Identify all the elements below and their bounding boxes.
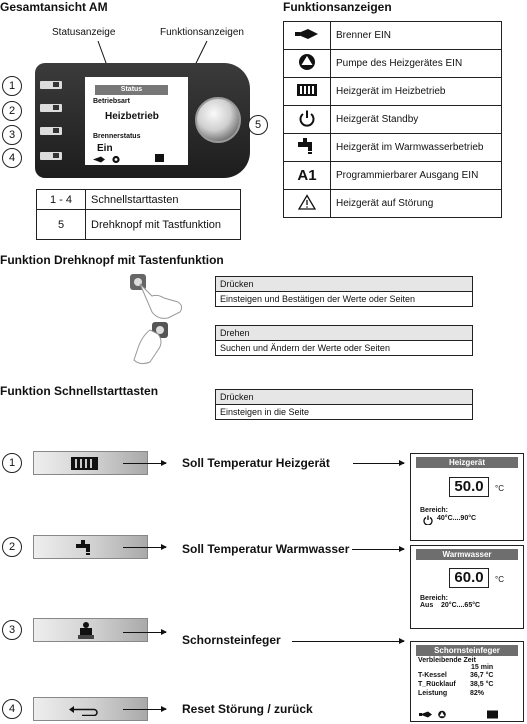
knob-turn-box (215, 325, 473, 356)
sweep-row-value: 36,7 °C (470, 672, 494, 679)
screen-water (410, 545, 524, 629)
quick-label-sweep: Schornsteinfeger (182, 633, 281, 647)
power-icon (423, 515, 433, 525)
indicator-text: Heizgerät im Heizbetrieb (331, 78, 502, 106)
indicator-text: Heizgerät im Warmwasserbetrieb (331, 134, 502, 162)
screen-heating-range-label: Bereich: (420, 507, 449, 514)
arrow (123, 632, 166, 633)
screen-heating-unit: °C (495, 484, 504, 493)
screen-heating (410, 453, 524, 541)
quick-button-2[interactable] (40, 104, 62, 112)
rotary-knob[interactable] (195, 97, 241, 143)
indicators-title: Funktionsanzeigen (283, 0, 392, 14)
quick-row-number: 1 (2, 453, 22, 473)
quick-label-heating: Soll Temperatur Heizgerät (182, 456, 330, 470)
faucet-icon (74, 539, 96, 556)
arrow (292, 641, 404, 642)
faucet-icon (284, 134, 331, 162)
indicator-text: Heizgerät auf Störung (331, 190, 502, 218)
indicator-text: Brenner EIN (331, 22, 502, 50)
quick-label-reset: Reset Störung / zurück (182, 702, 313, 716)
screen-mode-value: Heizbetrieb (105, 111, 159, 122)
quick-button-3[interactable] (40, 127, 62, 135)
screen-water-value: 60.0 (449, 568, 489, 588)
screen-header: Status (95, 85, 168, 95)
arrow (352, 549, 404, 550)
callout-1: 1 (2, 76, 22, 96)
screen-heating-title: Heizgerät (416, 457, 518, 468)
quick-row-number: 4 (2, 699, 22, 719)
quick-row-number: 2 (2, 537, 22, 557)
sweep-row-label: Leistung (418, 690, 448, 697)
sweep-row-label: T-Kessel (418, 672, 447, 679)
callout-2: 2 (2, 101, 22, 121)
quick-press-box (215, 389, 473, 420)
sweep-row-label: T_Rücklauf (418, 681, 456, 688)
legend-key: 5 (37, 210, 86, 240)
screen-sweep-remaining-value: 15 min (471, 664, 494, 671)
screen-heating-range: 40°C....90°C (437, 515, 477, 522)
sweep-status-icons (419, 710, 519, 719)
quick-press-desc: Einsteigen in die Seite (220, 407, 310, 417)
indicator-text: Pumpe des Heizgerätes EIN (331, 50, 502, 78)
overview-title: Gesamtansicht AM (0, 0, 108, 14)
pump-icon (284, 50, 331, 78)
return-arrow-icon (68, 703, 102, 716)
screen-water-unit: °C (495, 575, 504, 584)
sweep-row-value: 82% (470, 690, 485, 697)
legend-text: Drehknopf mit Tastfunktion (86, 210, 241, 240)
label-funktionsanzeigen: Funktionsanzeigen (160, 27, 244, 38)
warning-icon (284, 190, 331, 218)
quick-section-title: Funktion Schnellstarttasten (0, 384, 159, 398)
radiator-icon (284, 78, 331, 106)
indicator-table (283, 21, 502, 218)
screen-status-icons (92, 155, 126, 164)
knob-press-desc: Einsteigen und Bestätigen der Werte oder Seiten (220, 294, 415, 304)
indicator-text: Heizgerät Standby (331, 106, 502, 134)
quick-button-4[interactable] (40, 152, 62, 160)
quick-row-number: 3 (2, 620, 22, 640)
sweep-row-value: 38,5 °C (470, 681, 494, 688)
legend-key: 1 - 4 (37, 190, 86, 210)
screen-water-range-prefix: Aus (420, 602, 434, 609)
arrow (123, 463, 166, 464)
screen-sweep-title: Schornsteinfeger (416, 645, 518, 656)
burner-icon (284, 22, 331, 50)
quick-press-label: Drücken (216, 390, 472, 405)
knob-turn-desc: Suchen und Ändern der Werte oder Seiten (220, 343, 390, 353)
screen-water-range-label: Bereich: (420, 595, 449, 602)
knob-section-title: Funktion Drehknopf mit Tastenfunktion (0, 253, 224, 267)
screen-mode-label: Betriebsart (93, 98, 130, 105)
callout-4: 4 (2, 148, 22, 168)
quick-label-water: Soll Temperatur Warmwasser (182, 542, 350, 556)
overview-legend (36, 189, 241, 240)
screen-burner-label: Brennerstatus (93, 133, 141, 140)
screen-water-title: Warmwasser (416, 549, 518, 560)
screen-water-range: 20°C....65°C (441, 602, 481, 609)
arrow (123, 709, 166, 710)
indicator-text: Programmierbarer Ausgang EIN (331, 162, 502, 190)
status-screen (85, 77, 188, 165)
label-statusanzeige: Statusanzeige (52, 27, 116, 38)
knob-press-label: Drücken (216, 277, 472, 292)
arrow (353, 463, 404, 464)
knob-press-box (215, 276, 473, 307)
control-device (35, 63, 250, 178)
callout-3: 3 (2, 125, 22, 145)
screen-burner-value: Ein (97, 143, 113, 154)
power-icon (284, 106, 331, 134)
radiator-icon (70, 456, 100, 471)
turn-hand-icon (128, 320, 188, 368)
callout-5: 5 (248, 115, 268, 135)
legend-text: Schnellstarttasten (86, 190, 241, 210)
knob-turn-label: Drehen (216, 326, 472, 341)
screen-sweep (410, 641, 524, 722)
arrow (123, 547, 166, 548)
chimney-sweep-icon (76, 621, 96, 640)
screen-sweep-remaining-label: Verbleibende Zeit (418, 657, 476, 664)
screen-radiator-icon (155, 154, 164, 162)
press-hand-icon (128, 272, 188, 322)
quick-bar-sweep[interactable] (33, 618, 148, 642)
screen-heating-value: 50.0 (449, 477, 489, 497)
quick-button-1[interactable] (40, 81, 62, 89)
a1-icon: A1 (284, 162, 331, 190)
